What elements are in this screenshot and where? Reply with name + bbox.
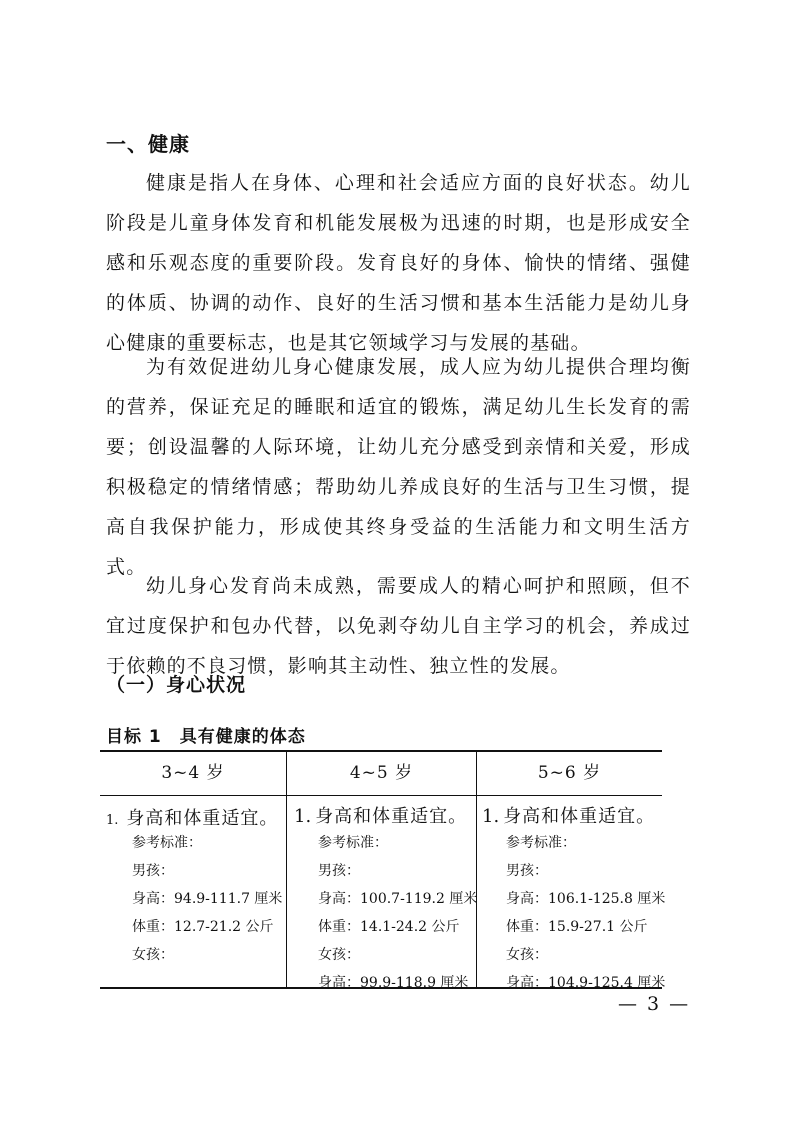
boy-height: 身高：94.9-111.7 厘米	[132, 891, 283, 907]
item-number: 1.	[294, 806, 312, 827]
item-number: 1.	[482, 806, 500, 827]
table-header-5-6: 5~6 岁	[537, 763, 602, 783]
item-number: 1.	[106, 813, 119, 828]
subsection-title: （一）身心状况	[106, 674, 247, 696]
girl-label: 女孩：	[132, 947, 174, 963]
item-title: 身高和体重适宜。	[503, 806, 656, 827]
paragraph-3: 幼儿身心发育尚未成熟，需要成人的精心呵护和照顾，但不宜过度保护和包办代替，以免剥夺幼儿自主学习的机会，养成过于依赖的不良习惯，影响其主动性、独立性的发展。	[106, 575, 691, 677]
reference-label: 参考标准：	[506, 835, 576, 851]
girl-height: 身高：99.9-118.9 厘米	[318, 975, 469, 991]
boy-label: 男孩：	[506, 863, 548, 879]
girl-height: 身高：104.9-125.4 厘米	[506, 975, 666, 991]
table-header-divider	[100, 795, 662, 796]
boy-label: 男孩：	[132, 863, 174, 879]
boy-weight: 体重：14.1-24.2 公斤	[318, 919, 460, 935]
table-header-4-5: 4~5 岁	[349, 763, 414, 783]
reference-label: 参考标准：	[318, 835, 388, 851]
page-number: — 3 —	[618, 993, 691, 1015]
boy-weight: 体重：15.9-27.1 公斤	[506, 919, 648, 935]
girl-label: 女孩：	[318, 947, 360, 963]
paragraph-2: 为有效促进幼儿身心健康发展，成人应为幼儿提供合理均衡的营养，保证充足的睡眠和适宜的锻炼，满足幼儿生长发育的需要；创设温馨的人际环境，让幼儿充分感受到亲情和关爱，形成积极稳定的情绪情感；帮助幼儿养成良好的生活与卫生习惯，提高自我保护能力，形成使其终身受益的生活能力和文明生活方式。	[106, 356, 691, 578]
boy-weight: 体重：12.7-21.2 公斤	[132, 919, 274, 935]
item-title: 身高和体重适宜。	[315, 806, 468, 827]
item-title: 身高和体重适宜。	[126, 808, 279, 829]
boy-height: 身高：100.7-119.2 厘米	[318, 891, 478, 907]
goal-table	[100, 750, 666, 991]
girl-label: 女孩：	[506, 947, 548, 963]
table-header-3-4: 3~4 岁	[161, 763, 225, 783]
reference-label: 参考标准：	[132, 835, 202, 851]
paragraph-1: 健康是指人在身体、心理和社会适应方面的良好状态。幼儿阶段是儿童身体发育和机能发展极为迅速的时期，也是形成安全感和乐观态度的重要阶段。发育良好的身体、愉快的情绪、强健的体质、协调的动作、良好的生活习惯和基本生活能力是幼儿身心健康的重要标志，也是其它领域学习与发展的基础。	[106, 172, 691, 354]
boy-label: 男孩：	[318, 863, 360, 879]
goal-title: 目标 1 具有健康的体态	[106, 727, 306, 747]
boy-height: 身高：106.1-125.8 厘米	[506, 891, 666, 907]
section-title: 一、健康	[106, 132, 190, 156]
